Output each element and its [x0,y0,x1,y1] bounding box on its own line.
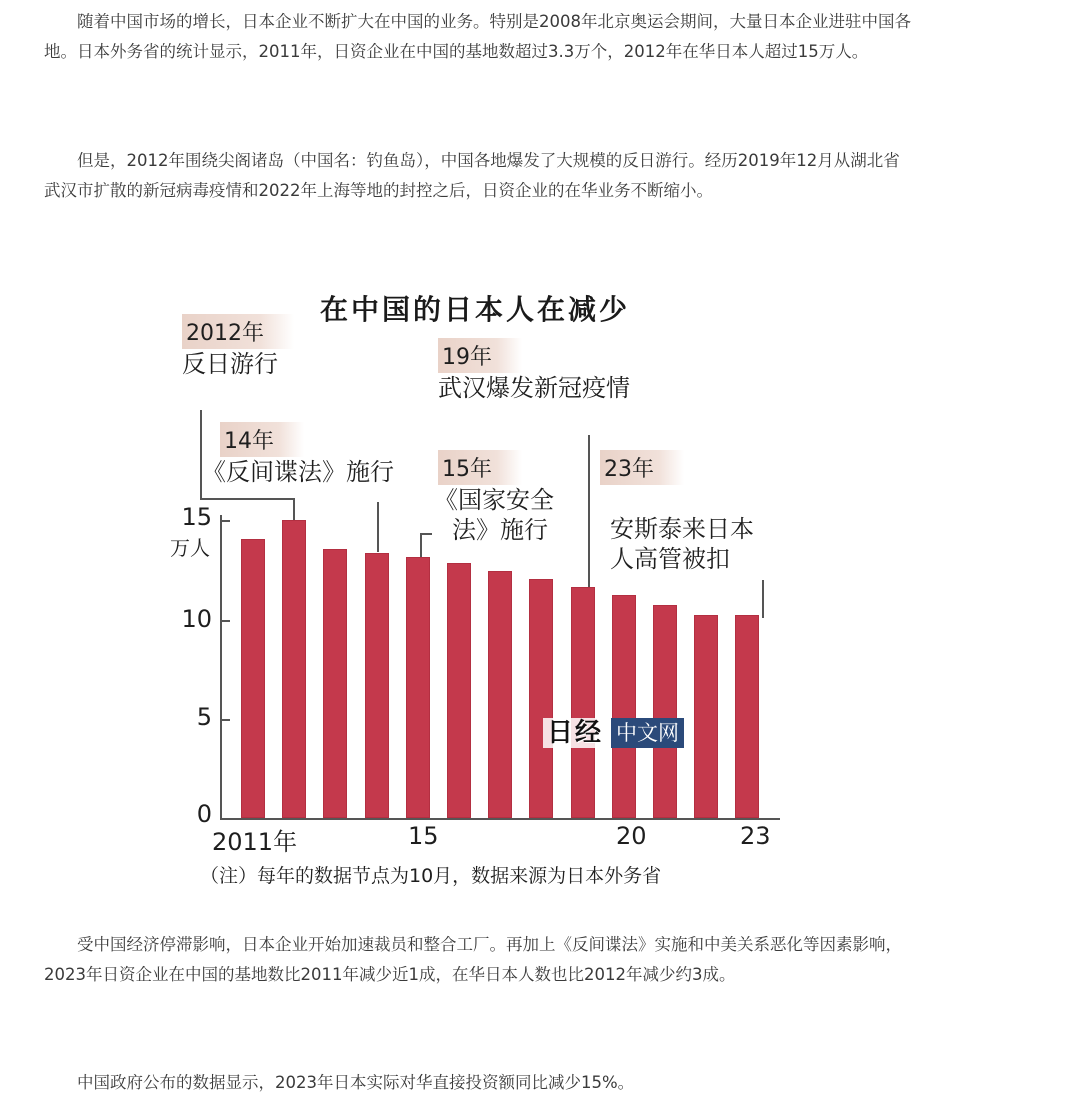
y-tick-5 [220,719,230,721]
y-tick-label-0: 0 [196,800,212,828]
annotation-text: 《反间谍法》施行 [202,458,394,486]
bar-2016 [447,563,471,818]
annotation-2023-year [600,450,684,485]
bar-2012 [282,520,306,819]
bar-2018 [529,579,553,818]
x-tick-label-2011: 2011年 [212,828,298,856]
bar-2020 [612,595,636,818]
bar-2022 [694,615,718,818]
annotation-year: 14年 [220,422,304,457]
y-tick-label-5: 5 [196,703,212,731]
bar-2023 [735,615,759,818]
nikkei-watermark [543,716,684,750]
bar-2021 [653,605,677,818]
article-paragraph-2: 但是，2012年围绕尖阁诸岛（中国名：钓鱼岛），中国各地爆发了大规模的反日游行。经历2019年12月从湖北省武汉市扩散的新冠病毒疫情和2022年上海等地的封控之后，日资企业的在华业务不断缩小。 [44,151,900,200]
bar-2011 [241,539,265,818]
annotation-year: 2012年 [182,314,294,349]
leader-line-2012-h [200,498,294,500]
leader-line-2015-h [420,533,432,535]
y-axis [220,515,222,819]
annotation-2014 [202,422,394,487]
nikkei-chinese-label: 中文网 [611,718,684,748]
annotation-text: 武汉爆发新冠疫情 [438,374,630,402]
leader-line-2014 [377,502,379,552]
bar-2017 [488,571,512,818]
x-axis [220,818,780,820]
bar-2015 [406,557,430,818]
chart-note: （注）每年的数据节点为10月，数据来源为日本外务省 [200,865,662,887]
annotation-2019 [438,338,630,403]
nikkei-logo: 日经 [543,718,607,748]
y-tick-label-15: 15 [181,503,212,531]
annotation-2012 [182,314,294,379]
annotation-2015 [434,450,554,545]
leader-line-2012 [200,410,202,498]
leader-line-2012-v [293,498,295,520]
article-paragraph-1: 随着中国市场的增长，日本企业不断扩大在中国的业务。特别是2008年北京奥运会期间，大量日本企业进驻中国各地。日本外务省的统计显示，2011年，日资企业在中国的基地数超过3.3万个，2012年在华日本人超过15万人。 [44,12,911,61]
bar-2019 [571,587,595,818]
article-paragraph-3: 受中国经济停滞影响，日本企业开始加速裁员和整合工厂。再加上《反间谍法》实施和中美关系恶化等因素影响，2023年日资企业在中国的基地数比2011年减少近1成，在华日本人数也比2012年减少约3成。 [44,935,902,984]
leader-line-2019 [588,435,590,587]
annotation-text-line2: 法》施行 [452,516,548,544]
leader-line-2023 [762,580,764,618]
annotation-text-line1: 安斯泰来日本 [610,515,754,543]
y-unit-label: 万人 [170,536,210,560]
y-tick-15 [220,520,230,522]
bar-2013 [323,549,347,818]
annotation-year: 19年 [438,338,522,373]
article-paragraph-4: 中国政府公布的数据显示，2023年日本实际对华直接投资额同比减少15%。 [77,1073,635,1092]
y-tick-label-10: 10 [181,605,212,633]
annotation-year: 23年 [600,450,684,485]
annotation-2023-text [610,514,754,574]
annotation-text-line2: 人高管被扣 [610,545,730,573]
y-tick-10 [220,620,230,622]
annotation-year: 15年 [438,450,522,485]
annotation-text: 反日游行 [182,350,278,378]
x-tick-label-20: 20 [616,822,647,850]
japanese-residents-chart [160,270,800,900]
leader-line-2015 [420,533,422,558]
annotation-text-line1: 《国家安全 [434,486,554,514]
x-tick-label-15: 15 [408,822,439,850]
bar-2014 [365,553,389,818]
chart-title: 在中国的日本人在减少 [320,293,631,326]
x-tick-label-23: 23 [740,822,771,850]
